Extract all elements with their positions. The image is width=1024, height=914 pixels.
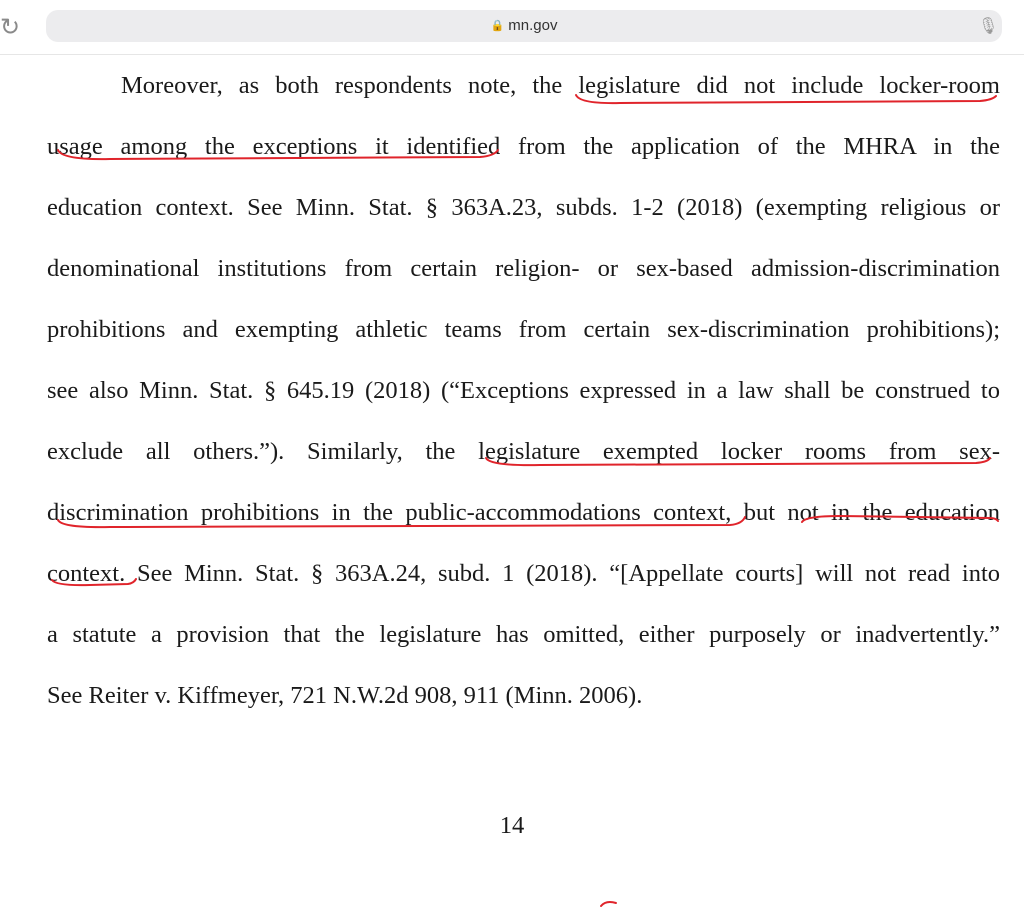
paragraph-line-7: exclude all others.”). Similarly, the legislature exempted locker rooms from sex-	[47, 438, 1000, 465]
paragraph-line-1: Moreover, as both respondents note, the legislature did not include locker-room	[121, 72, 1000, 99]
stray-mark	[601, 902, 616, 906]
url-text: mn.gov	[508, 17, 558, 34]
paragraph-line-6: see also Minn. Stat. § 645.19 (2018) (“Exceptions expressed in a law shall be construed to	[47, 377, 1000, 404]
paragraph-line-9: context. See Minn. Stat. § 363A.24, subd. 1 (2018). “[Appellate courts] will not read into	[47, 560, 1000, 587]
reload-icon[interactable]: ↻	[0, 13, 21, 41]
paragraph-line-4: denominational institutions from certain religion- or sex-based admission-discrimination	[47, 255, 1000, 282]
document-page	[47, 55, 1000, 726]
paragraph-line-2: usage among the exceptions it identified from the application of the MHRA in the	[47, 133, 1000, 160]
address-bar[interactable]	[46, 10, 1002, 42]
url-display[interactable]	[46, 17, 1002, 34]
browser-toolbar	[0, 0, 1024, 55]
page-number: 14	[499, 812, 525, 839]
paragraph-line-5: prohibitions and exempting athletic teams from certain sex-discrimination prohibitions);	[47, 316, 1000, 343]
paragraph-line-3: education context. See Minn. Stat. § 363A.23, subds. 1-2 (2018) (exempting religious or	[47, 194, 1000, 221]
paragraph-line-10: a statute a provision that the legislature has omitted, either purposely or inadvertently.”	[47, 621, 1000, 648]
paragraph-line-8: discrimination prohibitions in the public-accommodations context, but not in the education	[47, 499, 1000, 526]
microphone-icon[interactable]: 🎙	[978, 16, 999, 35]
lock-icon: 🔒	[490, 20, 505, 32]
paragraph-line-11: See Reiter v. Kiffmeyer, 721 N.W.2d 908, 911 (Minn. 2006).	[47, 682, 643, 709]
